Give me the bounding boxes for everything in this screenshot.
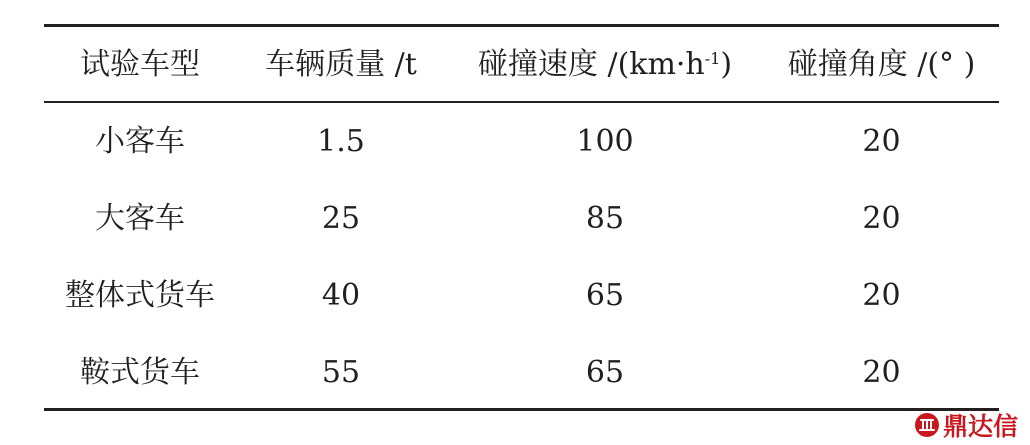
cell-vehicle-mass: 25 bbox=[321, 201, 361, 236]
header-vehicle-mass: 车辆质量 /t bbox=[265, 47, 417, 82]
cell-vehicle-type: 整体式货车 bbox=[65, 278, 215, 313]
table-top-rule bbox=[44, 24, 999, 27]
cell-impact-speed: 65 bbox=[585, 355, 625, 390]
table-header-rule bbox=[44, 101, 999, 103]
table-row bbox=[44, 271, 999, 321]
table-row bbox=[44, 194, 999, 244]
cell-impact-angle: 20 bbox=[862, 278, 901, 313]
cell-vehicle-type: 鞍式货车 bbox=[80, 355, 200, 390]
header-impact-angle: 碰撞角度 /(° ) bbox=[787, 47, 976, 82]
table-row bbox=[44, 348, 999, 398]
header-impact-speed: 碰撞速度 $/(km\cdot h^{-1})$ bbox=[477, 47, 733, 82]
cell-impact-angle: 20 bbox=[862, 201, 901, 236]
watermark-logo bbox=[914, 407, 1018, 443]
cell-impact-speed: 65 bbox=[585, 278, 625, 313]
cell-impact-angle: 20 bbox=[862, 124, 901, 159]
cell-vehicle-mass: 40 bbox=[321, 278, 361, 313]
cell-vehicle-mass: 1.5 bbox=[317, 124, 365, 159]
table-row bbox=[44, 117, 999, 167]
data-table bbox=[44, 0, 999, 445]
table-bottom-rule bbox=[44, 408, 999, 411]
cell-vehicle-type: 大客车 bbox=[95, 201, 185, 236]
watermark-logo-text: 鼎达信 bbox=[942, 412, 1018, 441]
watermark-logo-icon bbox=[914, 412, 940, 438]
cell-vehicle-type: 小客车 bbox=[95, 124, 185, 159]
cell-impact-speed: 85 bbox=[585, 201, 625, 236]
table-header-row bbox=[44, 40, 999, 90]
cell-vehicle-mass: 55 bbox=[321, 355, 361, 390]
cell-impact-angle: 20 bbox=[862, 355, 901, 390]
cell-impact-speed: 100 bbox=[576, 124, 634, 159]
header-vehicle-type: 试验车型 bbox=[80, 47, 200, 82]
